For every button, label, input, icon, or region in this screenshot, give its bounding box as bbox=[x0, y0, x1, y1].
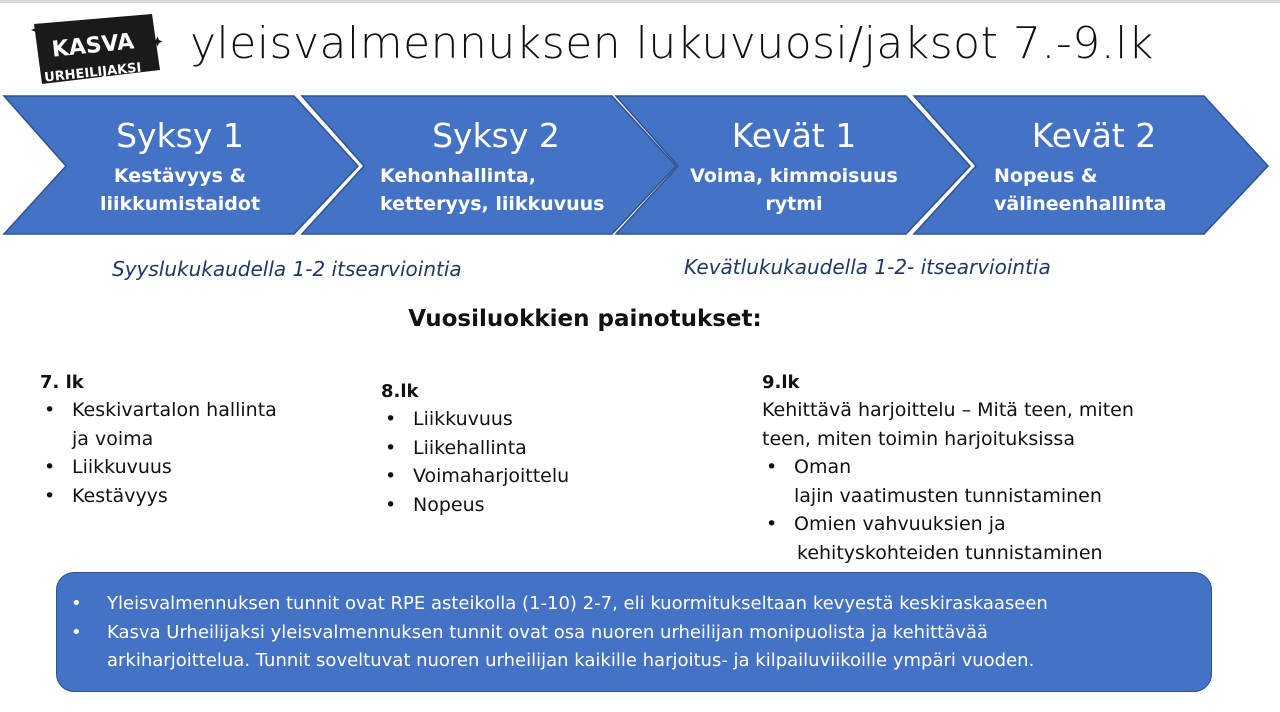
period-syksy-1 bbox=[60, 116, 300, 218]
period-sub-1: Kestävyys & bbox=[113, 165, 247, 187]
grade-7-heading: 7. lk bbox=[40, 372, 84, 393]
grade-7-column bbox=[40, 370, 340, 510]
period-title: Syksy 1 bbox=[116, 116, 244, 155]
logo-line2: URHEILIJAKSI bbox=[43, 60, 143, 86]
list-item: • Liikehallinta bbox=[381, 434, 681, 463]
period-syksy-2 bbox=[360, 116, 620, 218]
info-item-training: • Kasva Urheilijaksi yleisvalmennuksen tunnit ovat osa nuoren urheilijan monipuolista ja kehittävää arkiharjoittelua. Tunnit soveltuvat nuoren urheilijan kaikille harjoitus- ja kilpailuviikoille ympäri vuoden. bbox=[107, 619, 1171, 676]
list-item: • Omien vahvuuksien ja kehityskohteiden tunnistaminen bbox=[762, 510, 1202, 567]
period-sub-2: liikkumistaidot bbox=[99, 193, 261, 215]
period-kevat-2 bbox=[974, 116, 1214, 218]
top-border bbox=[0, 0, 1280, 3]
page-title: yleisvalmennuksen lukuvuosi/jaksot 7.-9.lk bbox=[190, 18, 1154, 69]
list-item: • Kestävyys bbox=[40, 482, 340, 511]
grade-9-heading: 9.lk bbox=[762, 372, 800, 393]
grade-8-column bbox=[381, 379, 681, 519]
period-sub-2: rytmi bbox=[765, 193, 823, 215]
kasva-urheilijaksi-logo bbox=[28, 12, 168, 92]
period-sub-2: välineenhallinta bbox=[994, 193, 1167, 215]
info-item-rpe: • Yleisvalmennuksen tunnit ovat RPE asteikolla (1-10) 2-7, eli kuormitukseltaan kevyestä keskiraskaaseen bbox=[107, 590, 1171, 619]
list-item: • Voimaharjoittelu bbox=[381, 462, 681, 491]
period-title: Kevät 1 bbox=[731, 116, 857, 155]
info-box bbox=[56, 572, 1212, 692]
period-sub-1: Voima, kimmoisuus bbox=[690, 165, 898, 187]
logo-line1: KASVA bbox=[50, 29, 136, 63]
period-sub-1: Nopeus & bbox=[994, 165, 1098, 187]
spring-self-assessment: Kevätlukukaudella 1-2- itsearviointia bbox=[684, 255, 1051, 279]
list-item: • Nopeus bbox=[381, 491, 681, 520]
grade-8-heading: 8.lk bbox=[381, 381, 419, 402]
grade-9-column bbox=[762, 370, 1202, 567]
period-kevat-1 bbox=[672, 116, 916, 218]
grade-9-intro: Kehittävä harjoittelu – Mitä teen, miten teen, miten toimin harjoituksissa bbox=[762, 399, 1134, 450]
autumn-self-assessment: Syyslukukaudella 1-2 itsearviointia bbox=[112, 257, 462, 281]
list-item: • Keskivartalon hallinta ja voima bbox=[40, 396, 340, 453]
list-item: • Liikkuvuus bbox=[40, 453, 340, 482]
list-item: • Liikkuvuus bbox=[381, 405, 681, 434]
period-title: Syksy 2 bbox=[432, 116, 560, 155]
period-sub-2: ketteryys, liikkuvuus bbox=[380, 193, 605, 215]
grade-emphasis-heading: Vuosiluokkien painotukset: bbox=[408, 306, 762, 332]
period-sub-1: Kehonhallinta, bbox=[380, 165, 536, 187]
list-item: • Oman lajin vaatimusten tunnistaminen bbox=[762, 453, 1202, 510]
period-title: Kevät 2 bbox=[1031, 116, 1157, 155]
